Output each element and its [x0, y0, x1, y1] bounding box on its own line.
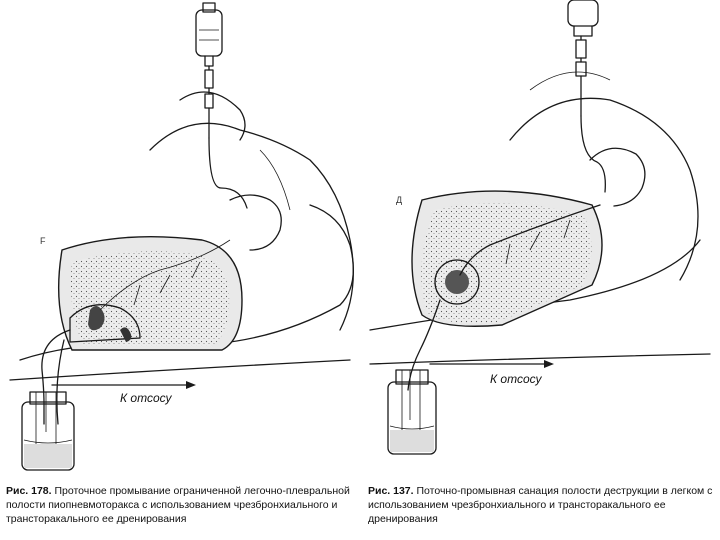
- caption-number-right: Рис. 137.: [368, 485, 414, 497]
- suction-label-left: К отсосу: [120, 391, 172, 405]
- figure-marker-right: Д: [396, 195, 403, 205]
- figure-left-drawing: [0, 0, 360, 480]
- figure-marker-left: F: [40, 236, 46, 246]
- suction-arrow-left: [52, 381, 196, 389]
- figure-caption-right: [368, 484, 716, 526]
- bronchial-tube-left: [209, 138, 247, 208]
- figure-left-illustration: [0, 0, 360, 480]
- caption-text-right: Поточно-промывная санация полости деструкции в легком с использованием чрезбронхиального и трансторакального ее дренирования: [368, 485, 713, 525]
- table-line-left: [10, 360, 350, 380]
- drainage-bottle-right: [388, 370, 436, 454]
- figure-caption-left: [6, 484, 358, 526]
- caption-text-left: Проточное промывание ограниченной легочно-плевральной полости пиопневмоторакса с использованием чрезбронхиального и трансторакального ее дренирования: [6, 485, 350, 525]
- figure-right-illustration: [360, 0, 720, 480]
- table-line-right: [370, 354, 710, 364]
- bronchial-tube-right: [581, 116, 605, 192]
- lung-tissue-left: [71, 251, 229, 346]
- caption-number-left: Рис. 178.: [6, 485, 52, 497]
- drainage-bottle-left: [22, 392, 74, 470]
- iv-bottle-left: [196, 3, 222, 138]
- figure-right-drawing: [360, 0, 720, 480]
- suction-label-right: К отсосу: [490, 372, 542, 386]
